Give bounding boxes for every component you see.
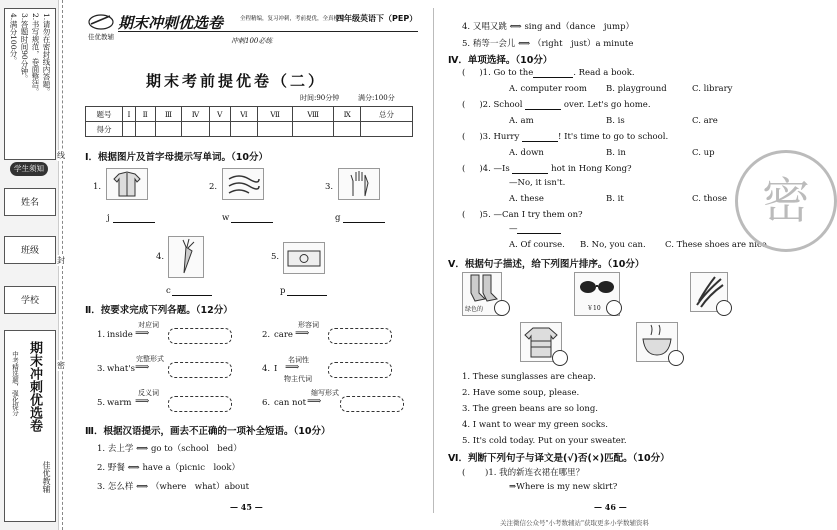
chinese-hint: 怎么样 [107, 482, 134, 492]
first-letter: j [107, 213, 110, 223]
glove-icon [339, 169, 379, 199]
brand-slogan: 全程精编，复习冲刺，考前提优，全真模拟 [240, 16, 345, 22]
answer-paren[interactable]: ( [462, 210, 466, 220]
answer-blank[interactable] [525, 100, 561, 110]
score-table [85, 106, 413, 137]
order-circle[interactable] [606, 300, 622, 316]
picture-money [283, 242, 325, 274]
double-arrow-icon: ⟺ [509, 22, 522, 32]
chinese-hint: 稍等一会儿 [472, 39, 516, 49]
section-5-heading: Ⅴ．根据句子描述，给下列图片排序。（10分） [448, 259, 645, 270]
given-word: can not [274, 398, 307, 408]
description-sentence: 1. These sunglasses are cheap. [462, 372, 596, 382]
transform-hint: 反义词 [138, 389, 159, 397]
order-circle[interactable] [494, 300, 510, 316]
double-arrow-icon: ⟺ [127, 463, 140, 473]
item-number: 4. [156, 252, 165, 262]
score-cell: Ⅱ [135, 107, 155, 122]
score-cell: Ⅲ [155, 107, 182, 122]
page-divider [433, 8, 434, 513]
section-1-heading: Ⅰ．根据图片及首字母提示写单词。（10分） [85, 152, 269, 163]
sunglasses-icon [575, 273, 619, 303]
chinese-hint: 野餐 [107, 463, 125, 473]
order-circle[interactable] [552, 350, 568, 366]
question-text: Hurry [493, 132, 520, 142]
answer-blank[interactable] [231, 213, 273, 223]
answer-blank[interactable] [287, 286, 327, 296]
item-number: 3. [97, 482, 106, 492]
transform-hint: 缩写形式 [311, 389, 339, 397]
description-sentence: 2. Have some soup, please. [462, 388, 580, 398]
question-text: hot in Hong Kong? [551, 164, 632, 174]
carrot-icon [169, 237, 203, 277]
order-circle[interactable] [716, 300, 732, 316]
score-cell: 得分 [86, 122, 123, 137]
mc-question [462, 164, 632, 174]
answer-paren[interactable]: ) [479, 164, 483, 174]
answer-cloud[interactable] [328, 362, 392, 378]
option-c[interactable]: C. These shoes are nice. [665, 240, 770, 250]
notice-line: 3.答题时间90分钟。 [20, 13, 29, 83]
answer-cloud[interactable] [168, 396, 232, 412]
score-input[interactable] [123, 122, 136, 137]
first-letter: w [222, 213, 230, 223]
section-4-heading: Ⅳ．单项选择。（10分） [448, 55, 553, 66]
double-arrow-icon: ⟺ [518, 39, 531, 49]
student-notice [4, 8, 56, 160]
transform-arrow-icon: ⟹ [135, 396, 150, 407]
answer-blank[interactable] [522, 132, 558, 142]
picture-carrot [168, 236, 204, 278]
answer-paren[interactable]: ( [462, 132, 466, 142]
transform-arrow-icon: ⟹ [135, 362, 150, 373]
phrase-options[interactable]: （where what）about [150, 482, 250, 492]
judge-question[interactable]: ( )1. 我的新连衣裙在哪里？ [462, 468, 585, 478]
phrase-item [97, 461, 240, 473]
given-word: care [274, 330, 293, 340]
class-field[interactable] [4, 236, 56, 264]
option-c[interactable]: C. library [692, 84, 733, 94]
picture-jacket [106, 168, 148, 200]
answer-blank[interactable] [113, 213, 155, 223]
double-arrow-icon: ⟺ [136, 444, 149, 454]
answer-paren[interactable]: ) [479, 68, 483, 78]
phrase-options[interactable]: go to（school bed） [150, 444, 242, 454]
answer-paren[interactable]: ) [479, 132, 483, 142]
school-label: 学校 [20, 296, 39, 306]
notice-line: 4.满分100分。 [9, 13, 18, 65]
option-a[interactable]: A. down [509, 148, 544, 158]
question-text: — [509, 224, 518, 234]
transform-hint: 形容词 [298, 321, 319, 329]
score-cell: Ⅴ [209, 107, 230, 122]
option-b[interactable]: B. No, you can. [580, 240, 646, 250]
answer-cloud[interactable] [168, 328, 232, 344]
score-input[interactable] [230, 122, 258, 137]
item-number: 1. [482, 68, 491, 78]
item-number: 2. [209, 182, 218, 192]
question-text: —Is [493, 164, 510, 174]
money-icon [284, 243, 324, 273]
question-text: —No, it isn't. [509, 178, 566, 188]
transform-arrow-icon: ⟹ [307, 396, 322, 407]
item-number: 3. [97, 364, 106, 374]
chinese-hint: 去上学 [107, 444, 134, 454]
item-number: 4. [262, 364, 271, 374]
judge-translation: ⇒Where is my new skirt? [509, 482, 618, 492]
option-a[interactable]: A. these [509, 194, 544, 204]
answer-cloud[interactable] [168, 362, 232, 378]
score-input[interactable] [361, 122, 413, 137]
answer-cloud[interactable] [340, 396, 404, 412]
score-cell: Ⅷ [292, 107, 334, 122]
item-number: 1. [93, 182, 102, 192]
phrase-options[interactable]: have a（picnic look） [142, 463, 241, 473]
given-word: what's [107, 364, 135, 374]
page-number-left: — 45 — [230, 502, 263, 512]
score-cell: Ⅳ [182, 107, 210, 122]
item-number: 1. [97, 444, 106, 454]
score-cell: 题号 [86, 107, 123, 122]
score-input[interactable] [334, 122, 361, 137]
option-c[interactable]: C. those [692, 194, 728, 204]
score-cell: Ⅰ [123, 107, 136, 122]
section-6-heading: Ⅵ．判断下列句子与译文是(√)否(×)匹配。（10分） [448, 453, 670, 464]
page-number-right: — 46 — [594, 502, 627, 512]
transform-hint: 名词性 [288, 356, 309, 364]
item-number: 1. [97, 330, 106, 340]
phrase-options[interactable]: sing and（dance jump） [524, 22, 635, 32]
option-a[interactable]: A. computer room [509, 84, 587, 94]
answer-blank[interactable] [512, 164, 548, 174]
picture-glove [338, 168, 380, 200]
question-text: ! It's time to go to school. [558, 132, 669, 142]
description-sentence: 5. It's cold today. Put on your sweater. [462, 436, 627, 446]
answer-blank[interactable] [517, 224, 561, 234]
description-sentence: 3. The green beans are so long. [462, 404, 599, 414]
given-word: warm [107, 398, 132, 408]
mc-question [462, 68, 635, 78]
mc-question [462, 132, 668, 142]
phrase-item [97, 442, 242, 454]
notice-label-badge: 学生须知 [10, 162, 48, 176]
brand-logo [88, 10, 114, 32]
first-letter: g [335, 213, 341, 223]
order-circle[interactable] [668, 350, 684, 366]
score-table-score-row [86, 122, 413, 137]
item-number: 2. [262, 330, 271, 340]
answer-blank[interactable] [343, 213, 385, 223]
answer-paren[interactable]: ) [479, 210, 483, 220]
answer-paren[interactable]: ( [462, 100, 466, 110]
notice-line: 2.书写规范，卷面整洁。 [31, 13, 40, 96]
notice-line: 1.请勿在密封线内答题。 [42, 13, 51, 96]
question-text: . Read a book. [573, 68, 635, 78]
class-label: 班级 [20, 246, 39, 256]
name-field[interactable] [4, 188, 56, 216]
seal-char: 密 [57, 361, 65, 370]
seal-char: 封 [57, 256, 65, 265]
item-number: 6. [262, 398, 271, 408]
item-number: 3. [482, 132, 491, 142]
pic-caption: ￥10 [587, 305, 601, 312]
binding-sidebar [0, 0, 59, 530]
answer-paren[interactable]: ( [462, 68, 466, 78]
question-text: over. Let's go home. [563, 100, 651, 110]
item-number: 5. [97, 398, 106, 408]
item-number: 5. [482, 210, 491, 220]
item-number: 2. [482, 100, 491, 110]
section-2-heading: Ⅱ．按要求完成下列各题。（12分） [85, 305, 233, 316]
seal-char: 线 [57, 151, 65, 160]
name-label: 姓名 [20, 198, 39, 208]
option-c[interactable]: C. up [692, 148, 715, 158]
footer-note: 关注微信公众号"小考数辅站"获取更多小学数辅资料 [500, 519, 649, 527]
score-input[interactable] [258, 122, 293, 137]
option-a[interactable]: A. am [509, 116, 534, 126]
given-word: inside [107, 330, 133, 340]
exam-time: 时间:90分钟 [300, 94, 340, 102]
score-input[interactable] [155, 122, 182, 137]
brand-title: 期末冲刺优选卷 [118, 14, 224, 32]
sidebar-brand [4, 330, 56, 522]
mc-question [462, 210, 583, 220]
option-b[interactable]: B. playground [606, 84, 667, 94]
answer-cloud[interactable] [328, 328, 392, 344]
answer-paren[interactable]: ( [462, 164, 466, 174]
exam-score: 满分:100分 [358, 94, 395, 102]
phrase-item [462, 20, 634, 32]
transform-hint: 物主代词 [284, 375, 312, 383]
item-number: 5. [462, 39, 471, 49]
question-text: —Can I try them on? [493, 210, 583, 220]
item-number: 3. [325, 182, 334, 192]
option-b[interactable]: B. in [606, 148, 626, 158]
option-b[interactable]: B. is [606, 116, 625, 126]
section-3-heading: Ⅲ．根据汉语提示，画去不正确的一项补全短语。（10分） [85, 426, 331, 437]
transform-hint: 对应词 [138, 321, 159, 329]
confidential-stamp: 密 [735, 150, 837, 252]
score-cell: Ⅶ [258, 107, 293, 122]
first-letter: p [280, 286, 286, 296]
socks-icon [463, 273, 501, 305]
score-input[interactable] [182, 122, 210, 137]
answer-paren[interactable]: ) [479, 100, 483, 110]
item-number: 5. [271, 252, 280, 262]
given-word: I [274, 364, 278, 374]
school-field[interactable] [4, 286, 56, 314]
question-text: School [493, 100, 523, 110]
first-letter: c [166, 286, 171, 296]
brand-logo-icon [88, 10, 114, 32]
score-cell: 总分 [361, 107, 413, 122]
answer-blank[interactable] [172, 286, 212, 296]
publisher-name: 佳优教辅 [88, 33, 114, 41]
option-c[interactable]: C. are [692, 116, 718, 126]
score-input[interactable] [135, 122, 155, 137]
sidebar-brand-sub: 中考精选题，强化提分 [11, 351, 19, 416]
sidebar-publisher: 佳优教辅 [42, 461, 51, 493]
sidebar-brand-title: 期末冲刺优选卷 [27, 341, 42, 432]
mc-question [462, 100, 651, 110]
page-header [88, 10, 418, 50]
transform-arrow-icon: ⟹ [285, 362, 300, 373]
picture-wind [222, 168, 264, 200]
option-a[interactable]: A. Of course. [509, 240, 565, 250]
header-rule [118, 31, 418, 32]
question-text: Go to the [493, 68, 534, 78]
score-cell: Ⅵ [230, 107, 258, 122]
score-table-header-row [86, 107, 413, 122]
description-sentence: 4. I want to wear my green socks. [462, 420, 608, 430]
transform-arrow-icon: ⟹ [295, 328, 310, 339]
item-number: 4. [482, 164, 491, 174]
item-number: 2. [97, 463, 106, 473]
transform-hint: 完整形式 [136, 355, 164, 363]
option-b[interactable]: B. it [606, 194, 624, 204]
wind-icon [223, 169, 263, 199]
score-input[interactable] [292, 122, 334, 137]
phrase-item [97, 480, 249, 492]
jacket-icon [107, 169, 147, 199]
grade-label: 四年级英语下（PEP） [336, 14, 418, 23]
pic-caption: 绿色的 [465, 306, 484, 313]
motto: 冲刺100必练 [231, 37, 273, 45]
phrase-item [462, 37, 633, 49]
answer-blank[interactable] [533, 68, 573, 78]
chinese-hint: 又唱又跳 [472, 22, 507, 32]
phrase-options[interactable]: （right just）a minute [532, 39, 634, 49]
score-input[interactable] [209, 122, 230, 137]
double-arrow-icon: ⟺ [136, 482, 149, 492]
transform-arrow-icon: ⟹ [135, 328, 150, 339]
item-number: 4. [462, 22, 471, 32]
score-cell: Ⅸ [334, 107, 361, 122]
exam-title: 期末考前提优卷（二） [146, 72, 327, 90]
